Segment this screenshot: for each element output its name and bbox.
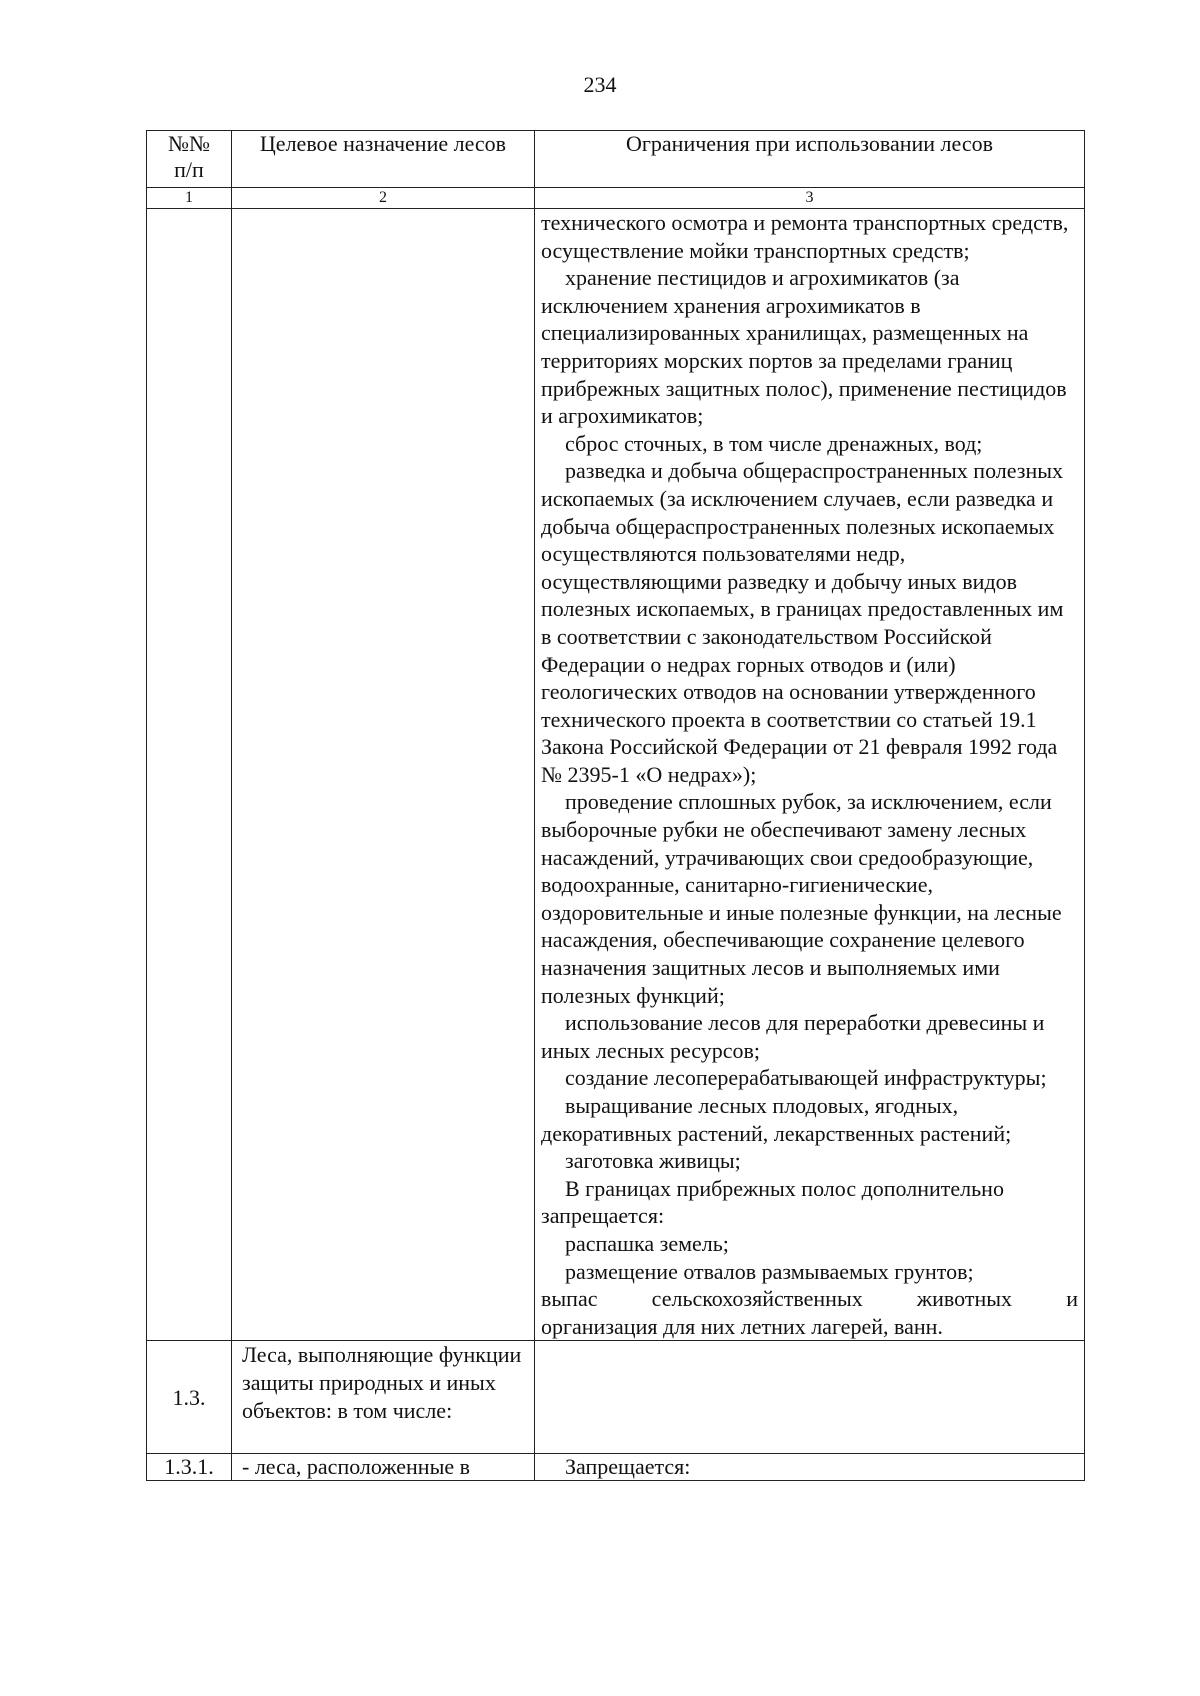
column-number: 3 xyxy=(535,188,1085,209)
table-header-row xyxy=(147,131,1085,188)
column-number: 2 xyxy=(232,188,535,209)
restriction-paragraph: сброс сточных, в том числе дренажных, вод; xyxy=(565,430,983,456)
restriction-paragraph: выпас сельскохозяйственных животных и xyxy=(541,1286,1078,1312)
restrictions-cell xyxy=(535,209,1085,1341)
restriction-paragraph: создание лесоперерабатывающей инфраструктуры; xyxy=(565,1065,1047,1091)
purpose-cell: Леса, выполняющие функции защиты природных и иных объектов: в том числе: xyxy=(232,1341,535,1454)
purpose-cell xyxy=(232,209,535,1341)
forest-restrictions-table xyxy=(146,130,1085,1481)
restriction-paragraph: использование лесов для переработки древесины и иных лесных ресурсов; xyxy=(541,1010,1045,1063)
column-number-row xyxy=(147,188,1085,209)
purpose-cell: - леса, расположенные в xyxy=(232,1454,535,1481)
page-number: 234 xyxy=(583,72,617,97)
restriction-paragraph: размещение отвалов размываемых грунтов; xyxy=(565,1258,974,1284)
restrictions-cell xyxy=(535,1341,1085,1454)
restriction-paragraph: заготовка живицы; xyxy=(565,1148,741,1174)
restriction-paragraph: хранение пестицидов и агрохимикатов (за исключением хранения агрохимикатов в специализированных хранилищах, размещенных на территориях морских портов за пределами границ прибрежных защитных полос), применение пестицидов и агрохимикатов; xyxy=(541,265,1067,429)
row-number-cell: 1.3. xyxy=(147,1341,232,1454)
row-number-cell xyxy=(147,209,232,1341)
restriction-paragraph: выращивание лесных плодовых, ягодных, декоративных растений, лекарственных растений; xyxy=(541,1093,1012,1146)
header-restrictions: Ограничения при использовании лесов xyxy=(535,131,1085,188)
restriction-paragraph: проведение сплошных рубок, за исключением, если выборочные рубки не обеспечивают замену лесных насаждений, утрачивающих свои средообразующие, водоохранные, санитарно-гигиенические, оздоровительные и иные полезные функции, на лесные насаждения, обеспечивающие сохранение целевого назначения защитных лесов и выполняемых ими полезных функций; xyxy=(541,789,1062,1008)
restriction-paragraph: В границах прибрежных полос дополнительно запрещается: xyxy=(541,1175,1004,1229)
restriction-paragraph: разведка и добыча общераспространенных полезных ископаемых (за исключением случаев, если разведка и добыча общераспространенных полезных ископаемых осуществляются пользователями недр, осуществляющими разведку и добычу иных видов полезных ископаемых, в границах предоставленных им в соответствии с законодательством Российской Федерации о недрах горных отводов и (или) геологических отводов на основании утвержденного технического проекта в соответствии со статьей 19.1 Закона Российской Федерации от 21 февраля 1992 года № 2395-1 «О недрах»); xyxy=(541,458,1064,787)
restriction-paragraph: организация для них летних лагерей, ванн. xyxy=(541,1313,943,1339)
table-row xyxy=(147,1454,1085,1481)
restrictions-cell xyxy=(535,1454,1085,1481)
header-purpose: Целевое назначение лесов xyxy=(232,131,535,188)
restriction-paragraph: технического осмотра и ремонта транспортных средств, осуществление мойки транспортных средств; xyxy=(541,210,1069,263)
restriction-paragraph: распашка земель; xyxy=(565,1230,729,1256)
table-row xyxy=(147,209,1085,1341)
table-row xyxy=(147,1341,1085,1454)
column-number: 1 xyxy=(147,188,232,209)
header-num: №№ п/п xyxy=(147,131,232,188)
row-number-cell: 1.3.1. xyxy=(147,1454,232,1481)
restriction-paragraph: Запрещается: xyxy=(565,1454,691,1480)
